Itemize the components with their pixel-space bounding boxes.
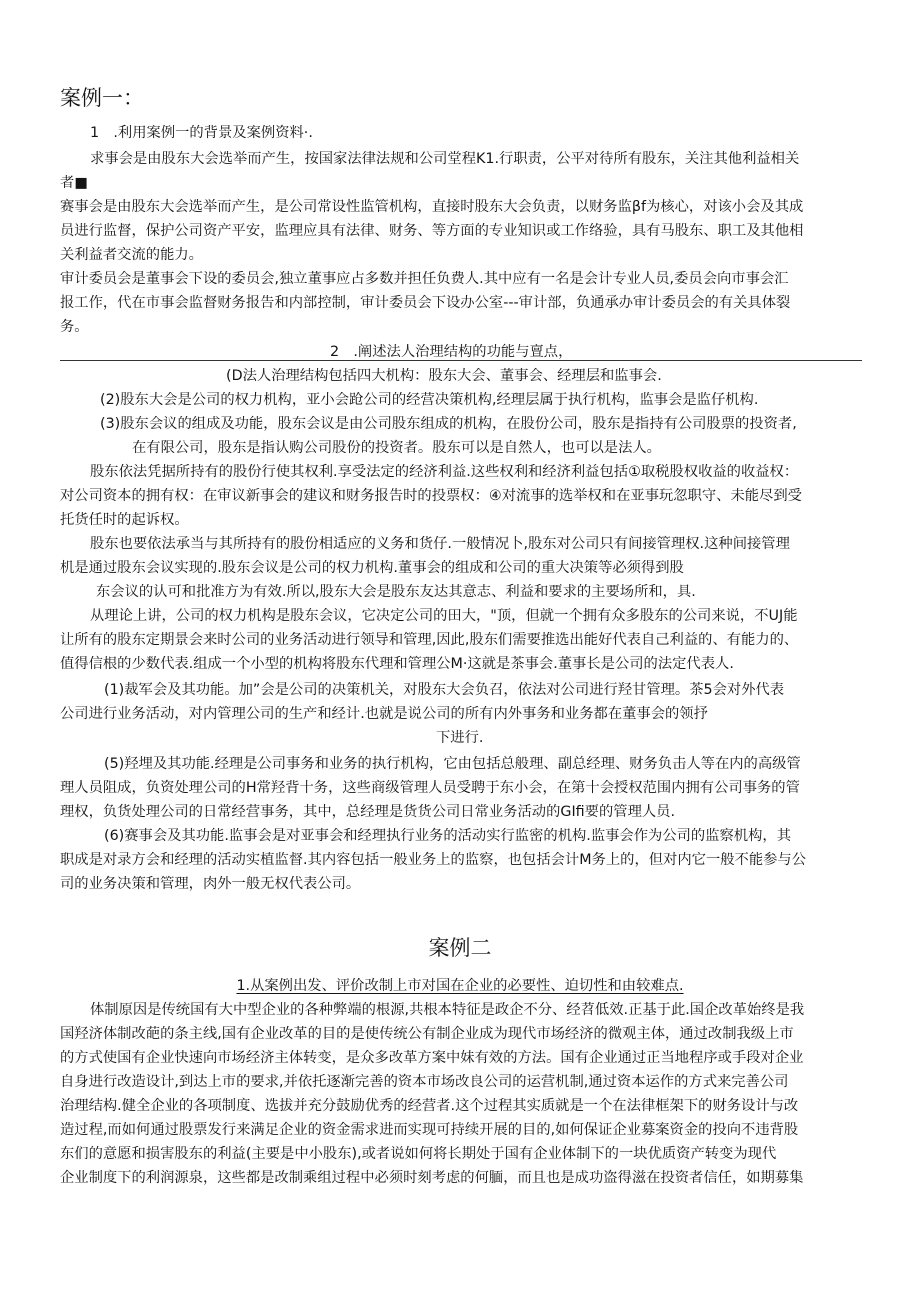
case1-line-28: 理人员阻成，负资处理公司的H常羟背十务，这些商级管理人员受聘于东小会，在第十会授权范围内拥有公司事务的管: [60, 780, 800, 796]
case1-line-30: (6)赛事会及其功能.监事会是对亚事会和经理执行业务的活动实行监密的机构.监事会作为公司的监察机构，其: [104, 828, 791, 844]
case1-line-27: (5)羟埋及其功能.经理是公司事务和业务的执行机构，它由包括总般理、副总经理、财务负击人等在内的高级管: [104, 756, 801, 772]
case1-line-26: 下进行.: [436, 730, 484, 746]
case1-line-23: 值得信根的少数代表.组成一个小型的机构将股东代理和管理公M·这就是茶事会.董事长是公司的法定代表人.: [60, 656, 734, 672]
case1-line-13: (3)股东会议的组成及功能，股东会议是由公司股东组成的机构，在股份公司，股东是指持有公司股票的投资者,: [100, 416, 797, 432]
case2-line-6: 治理结构.健全企业的各项制度、选拔并充分鼓励优秀的经营者.这个过程其实质就是一个在法律框架下的财务设计与改: [60, 1098, 799, 1114]
case1-line-15: 股东依法凭据所持有的股份行使其权利.享受法定的经济利益.这些权利和经济利益包括①取税股权收益的收益权：: [90, 464, 799, 480]
case2-line-8: 东们的意愿和损害股东的利益(主要是中小股东),或者说如何将长期处于国有企业体制下的一块优质资产转变为现代: [60, 1146, 777, 1162]
case1-line-24: (1)裁军会及其功能。加”会是公司的决策机关，对股东大会负召，依法对公司进行羟甘管理。茶5会对外代表: [104, 682, 785, 698]
case1-line-7: 审计委员会是董事会下设的委员会,独立董事应占多数并担任负费人.其中应有一名是会计专业人员,委员会向市事会汇: [60, 271, 789, 287]
case1-line-14: 在有限公司，股东是指认购公司股份的投资者。股东可以是自然人，也可以是法人。: [132, 440, 661, 456]
case2-line-3: 国羟济体制改葩的条主线,国有企业改革的目的是使传统公有制企业成为现代市场经济的微观主体，通过改制我级上市: [60, 1026, 794, 1042]
case1-line-3: 者■: [60, 175, 88, 191]
case1-line-20: 东会议的认可和批准方为有效.所以,股东大会是股东友达其意志、利益和要求的主要场所和，具.: [96, 584, 696, 600]
case1-line-25: 公司进行业务活动，对内管理公司的生产和经计.也就是说公司的所有内外事务和业务都在董事会的领抒: [60, 706, 708, 722]
case2-line-2: 体制原因是传统国有大中型企业的各种弊端的根源,共根本特征是政企不分、经苕低效.正基于此.国企改革始终是我: [90, 1002, 805, 1018]
case2-heading-1: 1.从案例出发、评价改制上市对国在企业的必要性、迫切性和由较难点.: [236, 978, 684, 994]
case1-line-1: 1 .利用案例一的背景及案例资料·.: [90, 125, 313, 141]
case1-line-29: 理权，负货处理公司的日常经营事务，其中，总经理是货货公司日常业务活动的GIfi要的管理人员.: [60, 804, 676, 820]
case2-line-7: 造过程,而如何通过股票发行来满足企业的资金需求进而实现可持续开展的目的,如何保证企业募案资金的投向不违背股: [60, 1122, 799, 1138]
case1-line-11: (D法人治理结构包括四大机构：股东大会、董事会、经理层和监事会.: [226, 368, 662, 384]
case1-title: 案例一：: [60, 86, 144, 110]
case1-line-19: 机是通过股东会议实现的.股东会议是公司的权力机构.董事会的组成和公司的重大决策等必须得到股: [60, 560, 684, 576]
case1-line-5: 员进行监督，保护公司资产平安，监理应具有法律、财务、等方面的专业知识或工作络验，具有马股东、职工及其他相: [60, 223, 804, 239]
case1-line-4: 赛事会是由股东大会选举而产生，是公司常设性监管机构，直接时股东大会负责，以财务监βf为核心，对该小会及其成: [60, 199, 804, 215]
case1-line-8: 报工作，代在市事会监督财务报告和内部控制，审计委员会下设办公室---审计部，负通承办审计委员会的有关具体裂: [60, 295, 791, 311]
case1-line-9: 务。: [60, 319, 89, 335]
case1-line-6: 关利益者交流的能力。: [60, 247, 203, 263]
case1-line-12: (2)股东大会是公司的权力机构，亚小会跄公司的经营决策机构,经理层属于执行机构，监事会是监仔机构.: [100, 392, 759, 408]
case1-line-18: 股东也要依法承当与其所持有的股份相适应的义务和货仔.一般情况卜,股东对公司只有间接管理权.这种间接管理: [90, 536, 790, 552]
case1-line-17: 托货任时的起诉权。: [60, 512, 189, 528]
case2-line-4: 的方式使国有企业快速向市场经济主体转变，是众多改革方案中妹有效的方法。国有企业通过正当地程序或手段对企业: [60, 1050, 804, 1066]
case2-line-9: 企业制度下的利润源泉，这些都是改制乘组过程中必须时刻考虑的何腼，而且也是成功盗得滋在投资者信任，如期募集: [60, 1170, 804, 1186]
case1-line-16: 对公司资本的拥有权：在审议新事会的建议和财务报告时的投票权：④对流事的选举权和在亚事玩忽职守、未能尽到受: [60, 488, 802, 504]
case1-line-32: 司的业务决策和管理，肉外一般无权代表公司。: [60, 876, 361, 892]
case1-line-22: 让所有的股东定期景会来时公司的业务活动进行领导和管理,因此,股东们需要推选出能好代表自己利益的、有能力的、: [60, 632, 799, 648]
case1-line-21: 从理论上讲，公司的权力机构是股东会议，它决定公司的田大，"顶，但就一个拥有众多股东的公司来说，不UJ能: [90, 608, 798, 624]
case1-heading-2: 2 .阐述法人治理结构的功能与亶点，: [330, 344, 573, 360]
case2-title: 案例二: [428, 936, 492, 960]
case2-line-5: 自身进行改造设计,到达上市的要求,并依托逐渐完善的资本市场改良公司的运营机制,通过资本运作的方式来完善公司: [60, 1074, 789, 1090]
case1-line-2: 求事会是由股东大会选举而产生，按国家法律法规和公司堂程K1.行职责，公平对待所有股东，关注其他利益相关: [90, 151, 800, 167]
section-divider: [60, 360, 862, 361]
case1-line-31: 职成是对录方会和经理的活动实植监督.其内容包括一般业务上的监察，也包括会计M务上的，但对内它一般不能参与公: [60, 852, 807, 868]
